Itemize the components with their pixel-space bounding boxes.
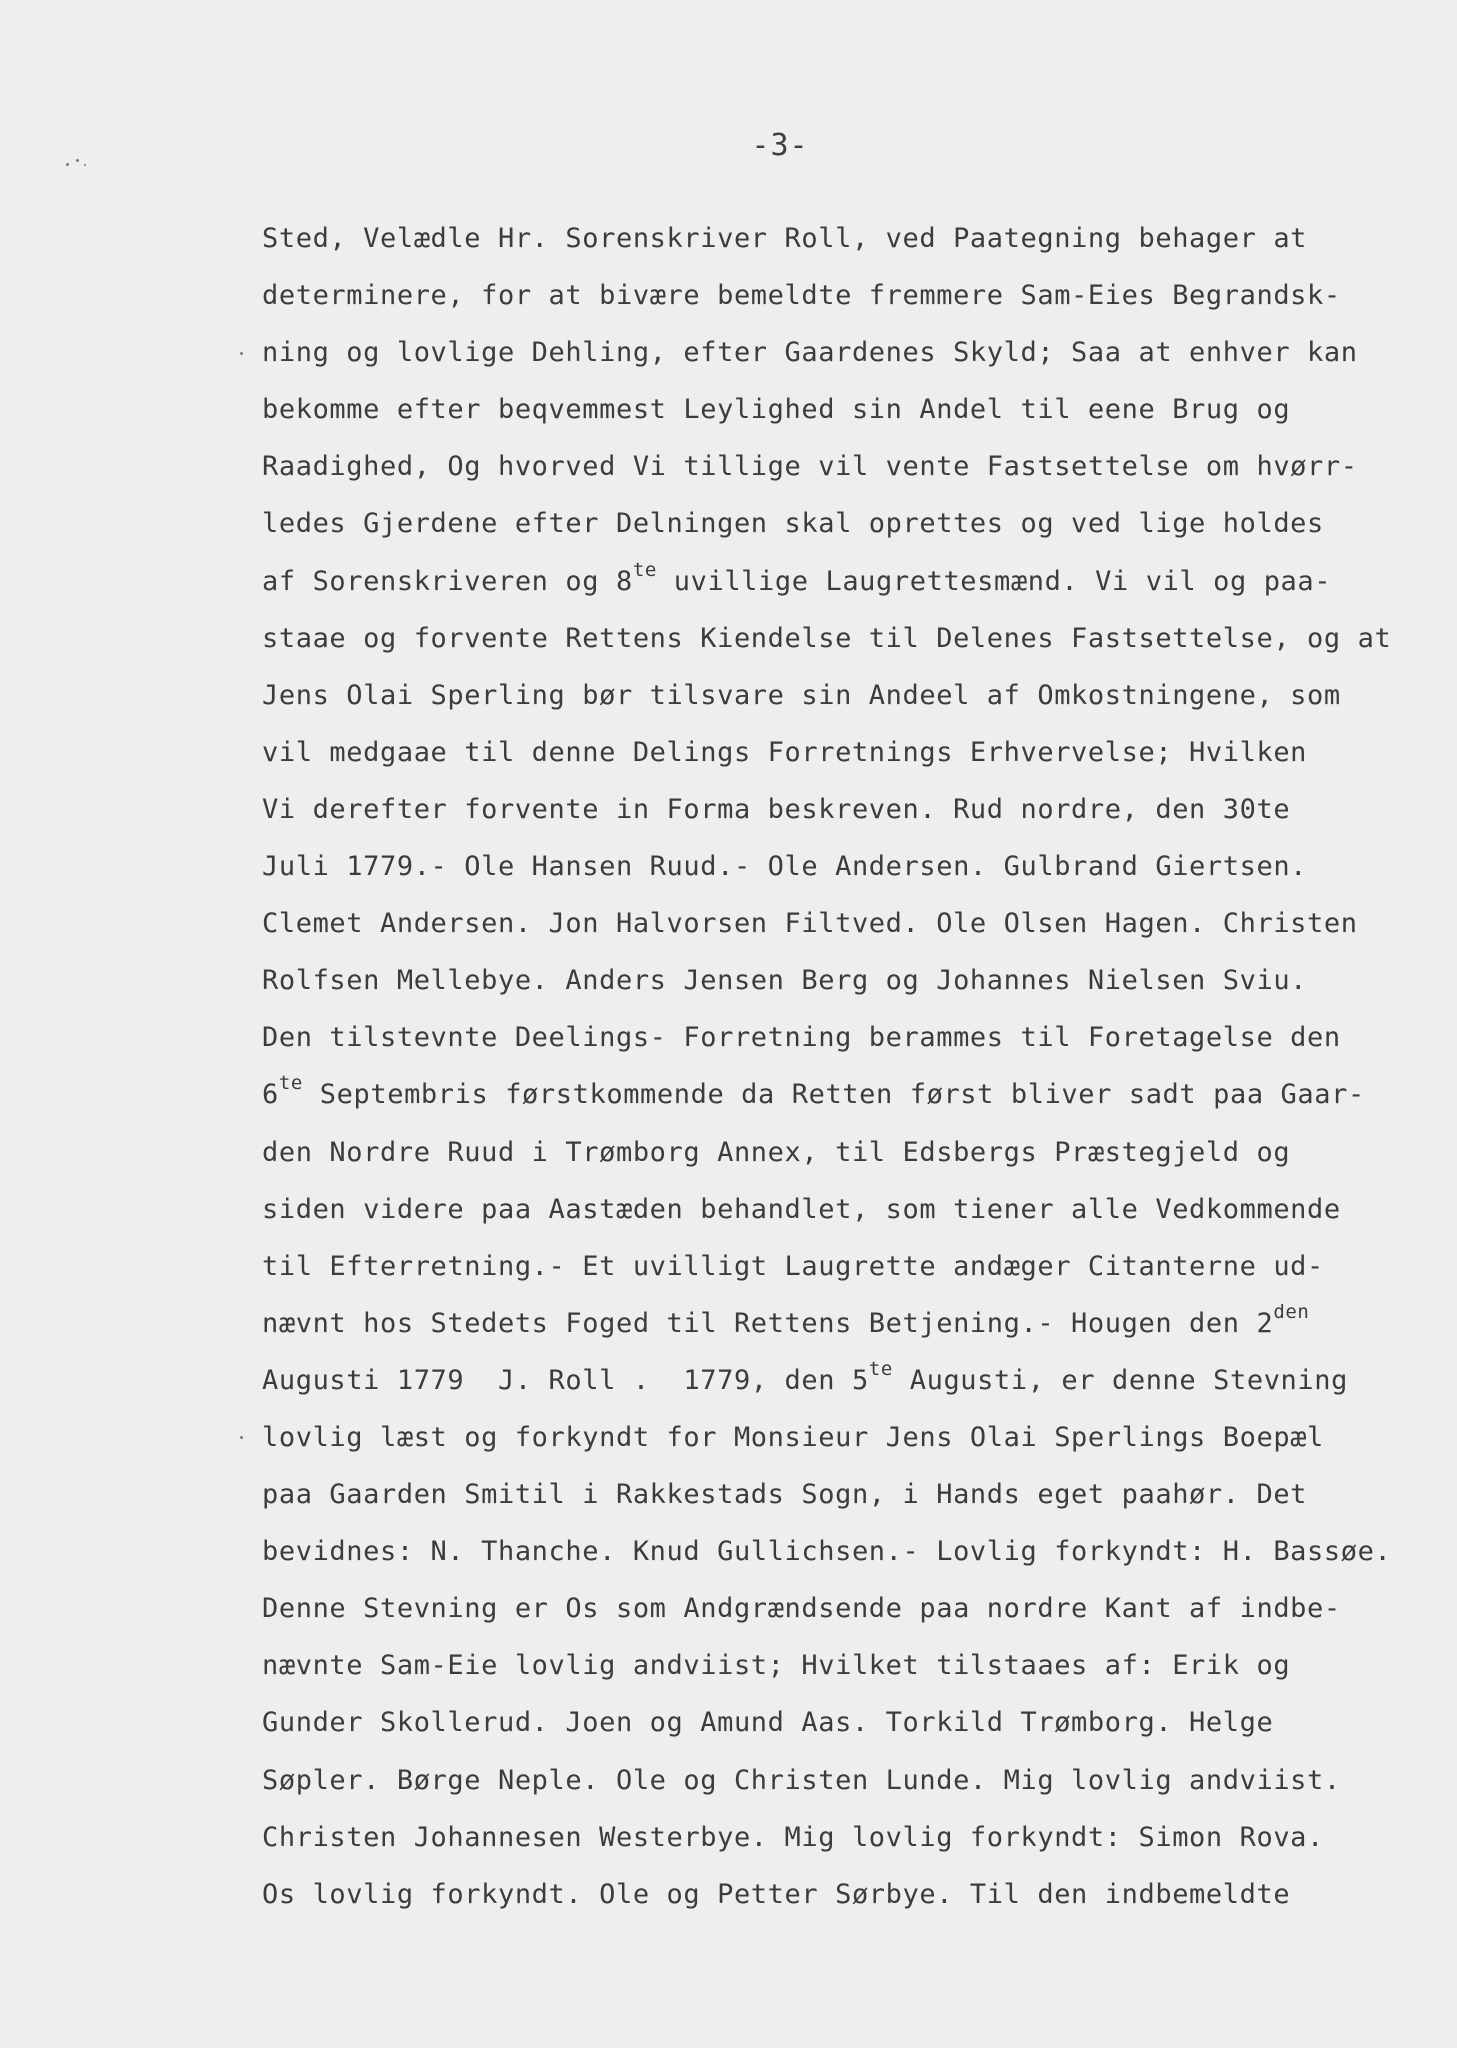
text-line: Den tilstevnte Deelings- Forretning berammes til Foretagelse den [262, 1022, 1341, 1054]
text-line: Clemet Andersen. Jon Halvorsen Filtved. Ole Olsen Hagen. Christen [262, 908, 1358, 940]
text-line: Gunder Skollerud. Joen og Amund Aas. Torkild Trømborg. Helge [262, 1707, 1274, 1739]
text-line: Augusti 1779 J. Roll . 1779, den $5^{te}$ Augusti, er denne Stevning [262, 1357, 1348, 1396]
text-line: af Sorenskriveren og $8^{te}$ uvillige Laugrettesmænd. Vi vil og paa- [262, 558, 1332, 597]
text-line: nævnt hos Stedets Foged til Rettens Betjening.- Hougen den $2^{den}$ [262, 1300, 1310, 1339]
text-line: bekomme efter beqvemmest Leylighed sin Andel til eene Brug og [262, 394, 1291, 426]
text-line: lovlig læst og forkyndt for Monsieur Jens Olai Sperlings Boepæl [262, 1421, 1324, 1453]
text-line: ning og lovlige Dehling, efter Gaardenes Skyld; Saa at enhver kan [262, 337, 1358, 369]
text-line: vil medgaae til denne Delings Forretnings Erhvervelse; Hvilken [262, 736, 1308, 768]
text-line: Søpler. Børge Neple. Ole og Christen Lunde. Mig lovlig andviist. [262, 1764, 1341, 1796]
text-line: den Nordre Ruud i Trømborg Annex, til Edsbergs Præstegjeld og [262, 1136, 1291, 1168]
text-line: til Efterretning.- Et uvilligt Laugrette andæger Citanterne ud- [262, 1250, 1324, 1282]
text-line: siden videre paa Aastæden behandlet, som tiener alle Vedkommende [262, 1193, 1341, 1225]
text-line: nævnte Sam-Eie lovlig andviist; Hvilket tilstaaes af: Erik og [262, 1650, 1291, 1682]
text-line: ledes Gjerdene efter Delningen skal oprettes og ved lige holdes [262, 508, 1324, 540]
superscript: te [278, 1072, 303, 1095]
text-line: paa Gaarden Smitil i Rakkestads Sogn, i Hands eget paahør. Det [262, 1479, 1308, 1511]
text-line: $6^{te}$ Septembris førstkommende da Retten først bliver sadt paa Gaar- [262, 1072, 1365, 1111]
scan-speck [240, 352, 243, 355]
text-line: Juli 1779.- Ole Hansen Ruud.- Ole Andersen. Gulbrand Giertsen. [262, 851, 1308, 883]
text-line: Raadighed, Og hvorved Vi tillige vil vente Fastsettelse om hvørr- [262, 451, 1358, 483]
text-line: bevidnes: N. Thanche. Knud Gullichsen.- Lovlig forkyndt: H. Bassøe. [262, 1536, 1392, 1568]
text-line: staae og forvente Rettens Kiendelse til Delenes Fastsettelse, og at [262, 622, 1392, 654]
text-line: Christen Johannesen Westerbye. Mig lovlig forkyndt: Simon Rova. [262, 1821, 1324, 1853]
text-line: Jens Olai Sperling bør tilsvare sin Andeel af Omkostningene, som [262, 679, 1341, 711]
scan-speck [66, 163, 69, 166]
text-line: determinere, for at bivære bemeldte fremmere Sam-Eies Begrandsk- [262, 280, 1341, 312]
superscript: te [868, 1357, 893, 1380]
page-number: -3- [751, 128, 809, 163]
scan-speck [240, 1436, 243, 1439]
text-line: Rolfsen Mellebye. Anders Jensen Berg og Johannes Nielsen Sviu. [262, 965, 1308, 997]
text-line: Denne Stevning er Os som Andgrændsende paa nordre Kant af indbe- [262, 1593, 1341, 1625]
superscript: te [632, 558, 657, 581]
document-body [262, 210, 1442, 1923]
text-line: Vi derefter forvente in Forma beskreven. Rud nordre, den 30te [262, 793, 1291, 825]
text-line: Sted, Velædle Hr. Sorenskriver Roll, ved Paategning behager at [262, 223, 1308, 254]
superscript: den [1273, 1300, 1310, 1323]
scan-speck [84, 164, 86, 166]
text-line: Os lovlig forkyndt. Ole og Petter Sørbye. Til den indbemeldte [262, 1878, 1291, 1910]
